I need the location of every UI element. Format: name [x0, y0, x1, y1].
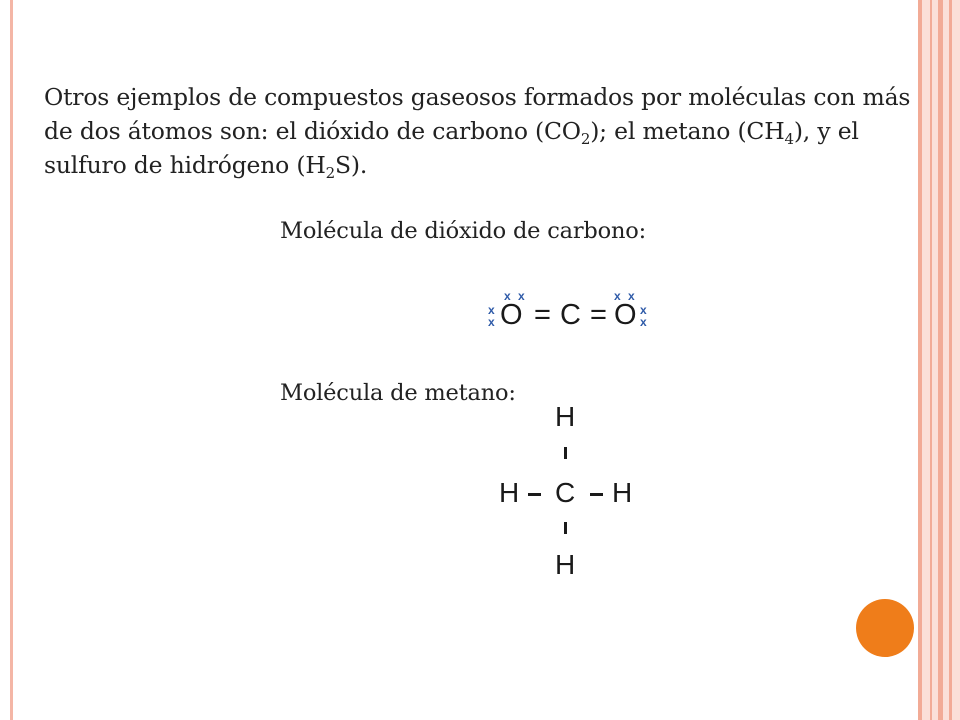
accent-circle — [856, 599, 914, 657]
double-bond-right: = — [590, 299, 607, 331]
carbon-atom-center: C — [555, 477, 576, 508]
electron-mark: x — [488, 315, 495, 329]
paragraph-text: S). — [335, 151, 368, 179]
paragraph-text: ); el metano (CH — [590, 117, 785, 145]
paragraph-line-2 — [44, 114, 914, 148]
paragraph-text: de dos átomos son: el dióxido de carbono (CO — [44, 117, 581, 145]
paragraph-text: Otros ejemplos de compuestos gaseosos formados por moléculas con más — [44, 83, 911, 111]
ch4-label: Molécula de metano: — [280, 380, 516, 406]
paragraph-text: sulfuro de hidrógeno (H — [44, 151, 326, 179]
electron-mark: x — [488, 303, 495, 317]
electron-mark: x — [640, 303, 647, 317]
methane-structural-formula — [496, 402, 646, 582]
co2-lewis-structure — [486, 290, 656, 338]
carbon-atom: C — [560, 299, 581, 331]
subscript: 2 — [325, 164, 336, 182]
double-bond-left: = — [534, 299, 551, 331]
electron-mark: x — [518, 289, 525, 303]
hydrogen-atom-right: H — [612, 477, 633, 508]
bond-top — [564, 447, 567, 459]
subscript: 2 — [580, 130, 591, 148]
co2-label: Molécula de dióxido de carbono: — [280, 218, 646, 244]
hydrogen-atom-left: H — [499, 477, 520, 508]
electron-mark: x — [504, 289, 511, 303]
bond-right — [590, 493, 603, 496]
oxygen-atom-left: O — [500, 299, 523, 331]
bond-left — [528, 493, 541, 496]
subscript: 4 — [784, 130, 794, 148]
paragraph-line-3 — [44, 148, 914, 182]
paragraph-line-1 — [44, 80, 914, 114]
electron-mark: x — [614, 289, 621, 303]
hydrogen-atom-top: H — [555, 401, 576, 432]
electron-mark: x — [628, 289, 635, 303]
electron-mark: x — [640, 315, 647, 329]
paragraph-text: ), y el — [793, 117, 859, 145]
hydrogen-atom-bottom: H — [555, 549, 576, 580]
bond-bottom — [564, 522, 567, 534]
intro-paragraph — [44, 80, 914, 182]
oxygen-atom-right: O — [614, 299, 637, 331]
